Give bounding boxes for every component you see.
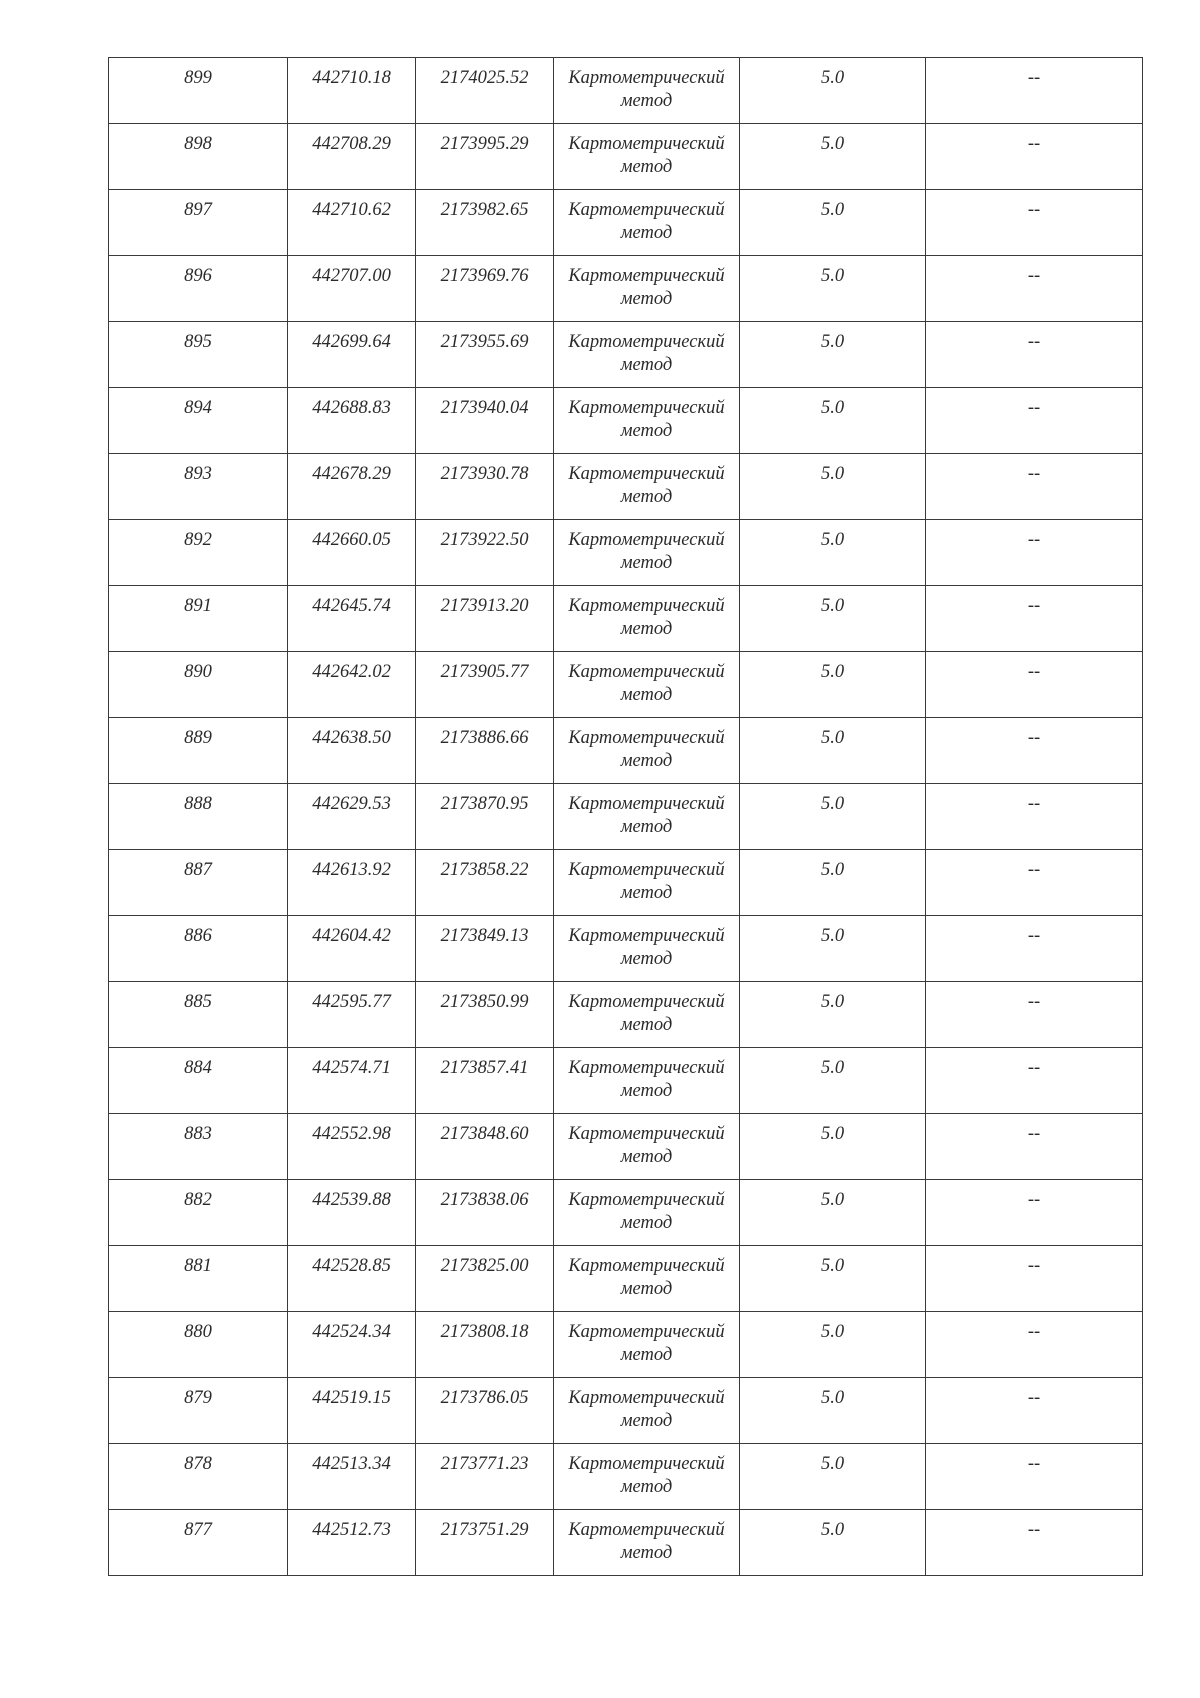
y-coordinate-cell: 2173786.05: [416, 1378, 554, 1444]
method-cell: [554, 784, 740, 850]
description-cell: --: [926, 982, 1143, 1048]
method-cell: [554, 454, 740, 520]
point-number-cell: 897: [109, 190, 288, 256]
method-cell: [554, 916, 740, 982]
method-cell: [554, 1114, 740, 1180]
method-cell: [554, 520, 740, 586]
method-text-line-1: Картометрический: [568, 926, 725, 946]
accuracy-cell: 5.0: [740, 718, 926, 784]
method-text-line-2: метод: [620, 289, 673, 309]
table-row: [109, 1246, 1143, 1312]
description-cell: --: [926, 1510, 1143, 1576]
table-row: [109, 388, 1143, 454]
accuracy-cell: 5.0: [740, 322, 926, 388]
method-cell: [554, 190, 740, 256]
y-coordinate-cell: 2173913.20: [416, 586, 554, 652]
method-text-line-2: метод: [620, 487, 673, 507]
x-coordinate-cell: 442604.42: [288, 916, 416, 982]
method-text-line-1: Картометрический: [568, 530, 725, 550]
accuracy-cell: 5.0: [740, 1048, 926, 1114]
method-text-line-1: Картометрический: [568, 1190, 725, 1210]
description-cell: --: [926, 652, 1143, 718]
y-coordinate-cell: 2173808.18: [416, 1312, 554, 1378]
table-row: [109, 124, 1143, 190]
table-row: [109, 718, 1143, 784]
y-coordinate-cell: 2173870.95: [416, 784, 554, 850]
method-cell: [554, 718, 740, 784]
x-coordinate-cell: 442512.73: [288, 1510, 416, 1576]
description-cell: --: [926, 520, 1143, 586]
method-text-line-2: метод: [620, 883, 673, 903]
method-text-line-2: метод: [620, 157, 673, 177]
method-text-line-2: метод: [620, 1081, 673, 1101]
x-coordinate-cell: 442574.71: [288, 1048, 416, 1114]
method-cell: [554, 124, 740, 190]
method-cell: [554, 322, 740, 388]
point-number-cell: 885: [109, 982, 288, 1048]
y-coordinate-cell: 2173930.78: [416, 454, 554, 520]
method-text-line-1: Картометрический: [568, 134, 725, 154]
method-text-line-1: Картометрический: [568, 662, 725, 682]
method-text-line-1: Картометрический: [568, 1520, 725, 1540]
method-cell: [554, 1444, 740, 1510]
accuracy-cell: 5.0: [740, 124, 926, 190]
method-text-line-2: метод: [620, 1015, 673, 1035]
y-coordinate-cell: 2173905.77: [416, 652, 554, 718]
x-coordinate-cell: 442528.85: [288, 1246, 416, 1312]
table-row: [109, 652, 1143, 718]
point-number-cell: 889: [109, 718, 288, 784]
accuracy-cell: 5.0: [740, 256, 926, 322]
table-row: [109, 1048, 1143, 1114]
y-coordinate-cell: 2173982.65: [416, 190, 554, 256]
point-number-cell: 894: [109, 388, 288, 454]
x-coordinate-cell: 442539.88: [288, 1180, 416, 1246]
method-text-line-1: Картометрический: [568, 728, 725, 748]
description-cell: --: [926, 388, 1143, 454]
y-coordinate-cell: 2173838.06: [416, 1180, 554, 1246]
method-text-line-2: метод: [620, 355, 673, 375]
point-number-cell: 890: [109, 652, 288, 718]
y-coordinate-cell: 2173857.41: [416, 1048, 554, 1114]
table-row: [109, 1114, 1143, 1180]
method-cell: [554, 586, 740, 652]
table-row: [109, 322, 1143, 388]
x-coordinate-cell: 442638.50: [288, 718, 416, 784]
method-text-line-2: метод: [620, 223, 673, 243]
accuracy-cell: 5.0: [740, 190, 926, 256]
accuracy-cell: 5.0: [740, 1378, 926, 1444]
y-coordinate-cell: 2173825.00: [416, 1246, 554, 1312]
accuracy-cell: 5.0: [740, 1444, 926, 1510]
x-coordinate-cell: 442524.34: [288, 1312, 416, 1378]
y-coordinate-cell: 2173848.60: [416, 1114, 554, 1180]
x-coordinate-cell: 442678.29: [288, 454, 416, 520]
table-row: [109, 1378, 1143, 1444]
accuracy-cell: 5.0: [740, 652, 926, 718]
description-cell: --: [926, 1114, 1143, 1180]
x-coordinate-cell: 442642.02: [288, 652, 416, 718]
method-cell: [554, 1510, 740, 1576]
method-text-line-2: метод: [620, 1477, 673, 1497]
method-text-line-2: метод: [620, 751, 673, 771]
description-cell: --: [926, 190, 1143, 256]
y-coordinate-cell: 2173969.76: [416, 256, 554, 322]
x-coordinate-cell: 442552.98: [288, 1114, 416, 1180]
method-cell: [554, 1048, 740, 1114]
table-row: [109, 58, 1143, 124]
method-text-line-2: метод: [620, 949, 673, 969]
point-number-cell: 882: [109, 1180, 288, 1246]
y-coordinate-cell: 2173858.22: [416, 850, 554, 916]
method-cell: [554, 58, 740, 124]
method-text-line-1: Картометрический: [568, 464, 725, 484]
method-text-line-2: метод: [620, 1279, 673, 1299]
method-text-line-2: метод: [620, 1411, 673, 1431]
accuracy-cell: 5.0: [740, 982, 926, 1048]
method-text-line-1: Картометрический: [568, 1454, 725, 1474]
method-text-line-1: Картометрический: [568, 332, 725, 352]
y-coordinate-cell: 2173940.04: [416, 388, 554, 454]
y-coordinate-cell: 2173955.69: [416, 322, 554, 388]
method-text-line-1: Картометрический: [568, 68, 725, 88]
accuracy-cell: 5.0: [740, 850, 926, 916]
description-cell: --: [926, 1048, 1143, 1114]
method-text-line-2: метод: [620, 817, 673, 837]
point-number-cell: 898: [109, 124, 288, 190]
x-coordinate-cell: 442710.18: [288, 58, 416, 124]
description-cell: --: [926, 256, 1143, 322]
description-cell: --: [926, 1180, 1143, 1246]
table-row: [109, 256, 1143, 322]
y-coordinate-cell: 2173849.13: [416, 916, 554, 982]
method-text-line-1: Картометрический: [568, 398, 725, 418]
accuracy-cell: 5.0: [740, 784, 926, 850]
method-text-line-1: Картометрический: [568, 1058, 725, 1078]
point-number-cell: 893: [109, 454, 288, 520]
method-text-line-2: метод: [620, 91, 673, 111]
method-text-line-1: Картометрический: [568, 1388, 725, 1408]
accuracy-cell: 5.0: [740, 586, 926, 652]
accuracy-cell: 5.0: [740, 1180, 926, 1246]
table-row: [109, 1312, 1143, 1378]
coordinates-table-body: [109, 58, 1143, 1576]
method-text-line-1: Картометрический: [568, 794, 725, 814]
accuracy-cell: 5.0: [740, 58, 926, 124]
x-coordinate-cell: 442688.83: [288, 388, 416, 454]
table-row: [109, 784, 1143, 850]
x-coordinate-cell: 442707.00: [288, 256, 416, 322]
accuracy-cell: 5.0: [740, 1246, 926, 1312]
y-coordinate-cell: 2173995.29: [416, 124, 554, 190]
point-number-cell: 895: [109, 322, 288, 388]
method-text-line-2: метод: [620, 1543, 673, 1563]
y-coordinate-cell: 2173751.29: [416, 1510, 554, 1576]
description-cell: --: [926, 124, 1143, 190]
x-coordinate-cell: 442519.15: [288, 1378, 416, 1444]
point-number-cell: 896: [109, 256, 288, 322]
description-cell: --: [926, 586, 1143, 652]
description-cell: --: [926, 1246, 1143, 1312]
x-coordinate-cell: 442513.34: [288, 1444, 416, 1510]
method-text-line-2: метод: [620, 685, 673, 705]
method-text-line-1: Картометрический: [568, 992, 725, 1012]
description-cell: --: [926, 916, 1143, 982]
method-cell: [554, 1246, 740, 1312]
table-row: [109, 190, 1143, 256]
method-cell: [554, 982, 740, 1048]
point-number-cell: 877: [109, 1510, 288, 1576]
y-coordinate-cell: 2173886.66: [416, 718, 554, 784]
accuracy-cell: 5.0: [740, 454, 926, 520]
x-coordinate-cell: 442645.74: [288, 586, 416, 652]
method-text-line-2: метод: [620, 421, 673, 441]
table-row: [109, 1444, 1143, 1510]
method-text-line-1: Картометрический: [568, 596, 725, 616]
table-row: [109, 982, 1143, 1048]
x-coordinate-cell: 442660.05: [288, 520, 416, 586]
x-coordinate-cell: 442699.64: [288, 322, 416, 388]
description-cell: --: [926, 850, 1143, 916]
x-coordinate-cell: 442613.92: [288, 850, 416, 916]
accuracy-cell: 5.0: [740, 916, 926, 982]
point-number-cell: 899: [109, 58, 288, 124]
x-coordinate-cell: 442708.29: [288, 124, 416, 190]
description-cell: --: [926, 718, 1143, 784]
y-coordinate-cell: 2173771.23: [416, 1444, 554, 1510]
accuracy-cell: 5.0: [740, 1510, 926, 1576]
description-cell: --: [926, 58, 1143, 124]
method-text-line-1: Картометрический: [568, 1322, 725, 1342]
point-number-cell: 891: [109, 586, 288, 652]
method-text-line-2: метод: [620, 619, 673, 639]
table-row: [109, 454, 1143, 520]
accuracy-cell: 5.0: [740, 520, 926, 586]
method-text-line-2: метод: [620, 553, 673, 573]
description-cell: --: [926, 784, 1143, 850]
y-coordinate-cell: 2173850.99: [416, 982, 554, 1048]
point-number-cell: 884: [109, 1048, 288, 1114]
method-text-line-1: Картометрический: [568, 200, 725, 220]
method-text-line-2: метод: [620, 1147, 673, 1167]
method-text-line-2: метод: [620, 1345, 673, 1365]
point-number-cell: 887: [109, 850, 288, 916]
method-cell: [554, 388, 740, 454]
point-number-cell: 883: [109, 1114, 288, 1180]
method-text-line-1: Картометрический: [568, 1256, 725, 1276]
table-row: [109, 850, 1143, 916]
point-number-cell: 892: [109, 520, 288, 586]
description-cell: --: [926, 1378, 1143, 1444]
accuracy-cell: 5.0: [740, 388, 926, 454]
table-row: [109, 1510, 1143, 1576]
description-cell: --: [926, 1444, 1143, 1510]
description-cell: --: [926, 322, 1143, 388]
point-number-cell: 879: [109, 1378, 288, 1444]
accuracy-cell: 5.0: [740, 1312, 926, 1378]
table-row: [109, 1180, 1143, 1246]
point-number-cell: 878: [109, 1444, 288, 1510]
accuracy-cell: 5.0: [740, 1114, 926, 1180]
coordinates-table: [108, 57, 1143, 1576]
x-coordinate-cell: 442710.62: [288, 190, 416, 256]
method-text-line-2: метод: [620, 1213, 673, 1233]
y-coordinate-cell: 2174025.52: [416, 58, 554, 124]
x-coordinate-cell: 442595.77: [288, 982, 416, 1048]
table-row: [109, 916, 1143, 982]
method-cell: [554, 1312, 740, 1378]
table-row: [109, 520, 1143, 586]
method-cell: [554, 1378, 740, 1444]
description-cell: --: [926, 454, 1143, 520]
method-text-line-1: Картометрический: [568, 1124, 725, 1144]
x-coordinate-cell: 442629.53: [288, 784, 416, 850]
y-coordinate-cell: 2173922.50: [416, 520, 554, 586]
method-cell: [554, 850, 740, 916]
point-number-cell: 888: [109, 784, 288, 850]
method-cell: [554, 1180, 740, 1246]
method-text-line-1: Картометрический: [568, 860, 725, 880]
point-number-cell: 881: [109, 1246, 288, 1312]
description-cell: --: [926, 1312, 1143, 1378]
point-number-cell: 880: [109, 1312, 288, 1378]
method-text-line-1: Картометрический: [568, 266, 725, 286]
point-number-cell: 886: [109, 916, 288, 982]
table-row: [109, 586, 1143, 652]
method-cell: [554, 652, 740, 718]
method-cell: [554, 256, 740, 322]
